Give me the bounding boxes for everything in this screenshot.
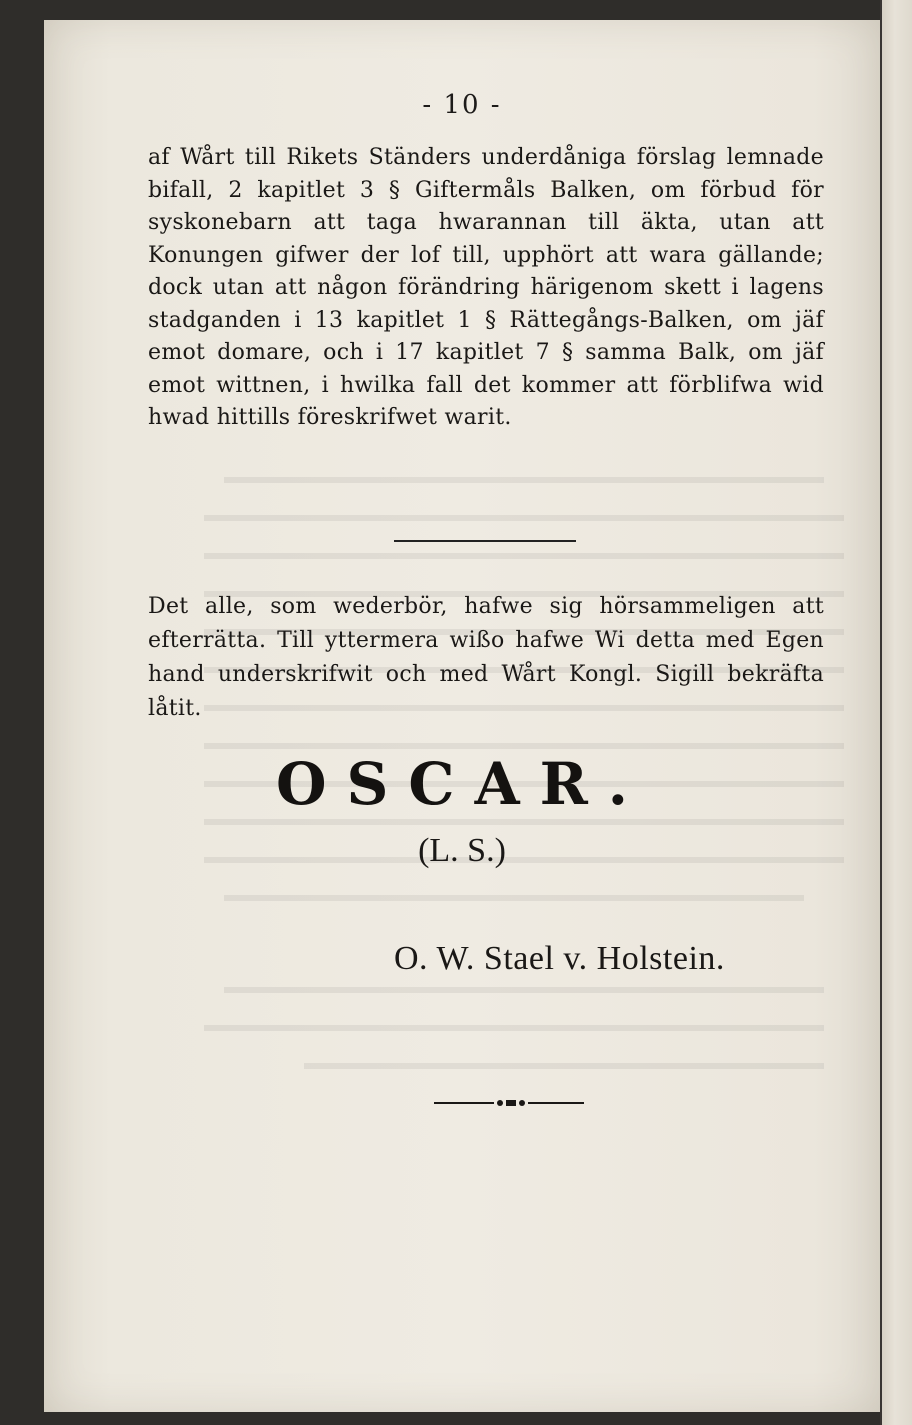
decree-paragraph: af Wårt till Rikets Ständers underdåniga förslag lemnade bifall, 2 kapitlet 3 § Giftermåls Balken, om förbud för syskonebarn att taga hwarannan till äkta, utan att Konungen gifwer der lof till, upphört att wara gällande; dock utan att någon förändring härigenom skett i lagens stadganden i 13 kapitlet 1 § Rättegångs-Balken, om jäf emot domare, och i 17 kapitlet 7 § samma Balk, om jäf emot wittnen, i hwilka fall det kommer att förblifwa wid hwad hittills föreskrifwet warit.	[148, 145, 824, 430]
countersignature: O. W. Stael v. Holstein.	[394, 940, 725, 977]
section-divider	[394, 540, 576, 542]
document-page	[44, 20, 880, 1412]
ornament-rule	[434, 1098, 584, 1108]
closing-paragraph: Det alle, som wederbör, hafwe sig hörsammeligen att efterrätta. Till yttermera wißo hafwe Wi detta med Egen hand underskrifwit och med Wårt Kongl. Sigill bekräfta låtit.	[148, 594, 824, 721]
royal-signature: OSCAR.	[276, 750, 648, 818]
next-page-edge	[880, 0, 912, 1425]
seal-notation: (L. S.)	[418, 832, 506, 869]
page-number: - 10 -	[422, 90, 502, 120]
